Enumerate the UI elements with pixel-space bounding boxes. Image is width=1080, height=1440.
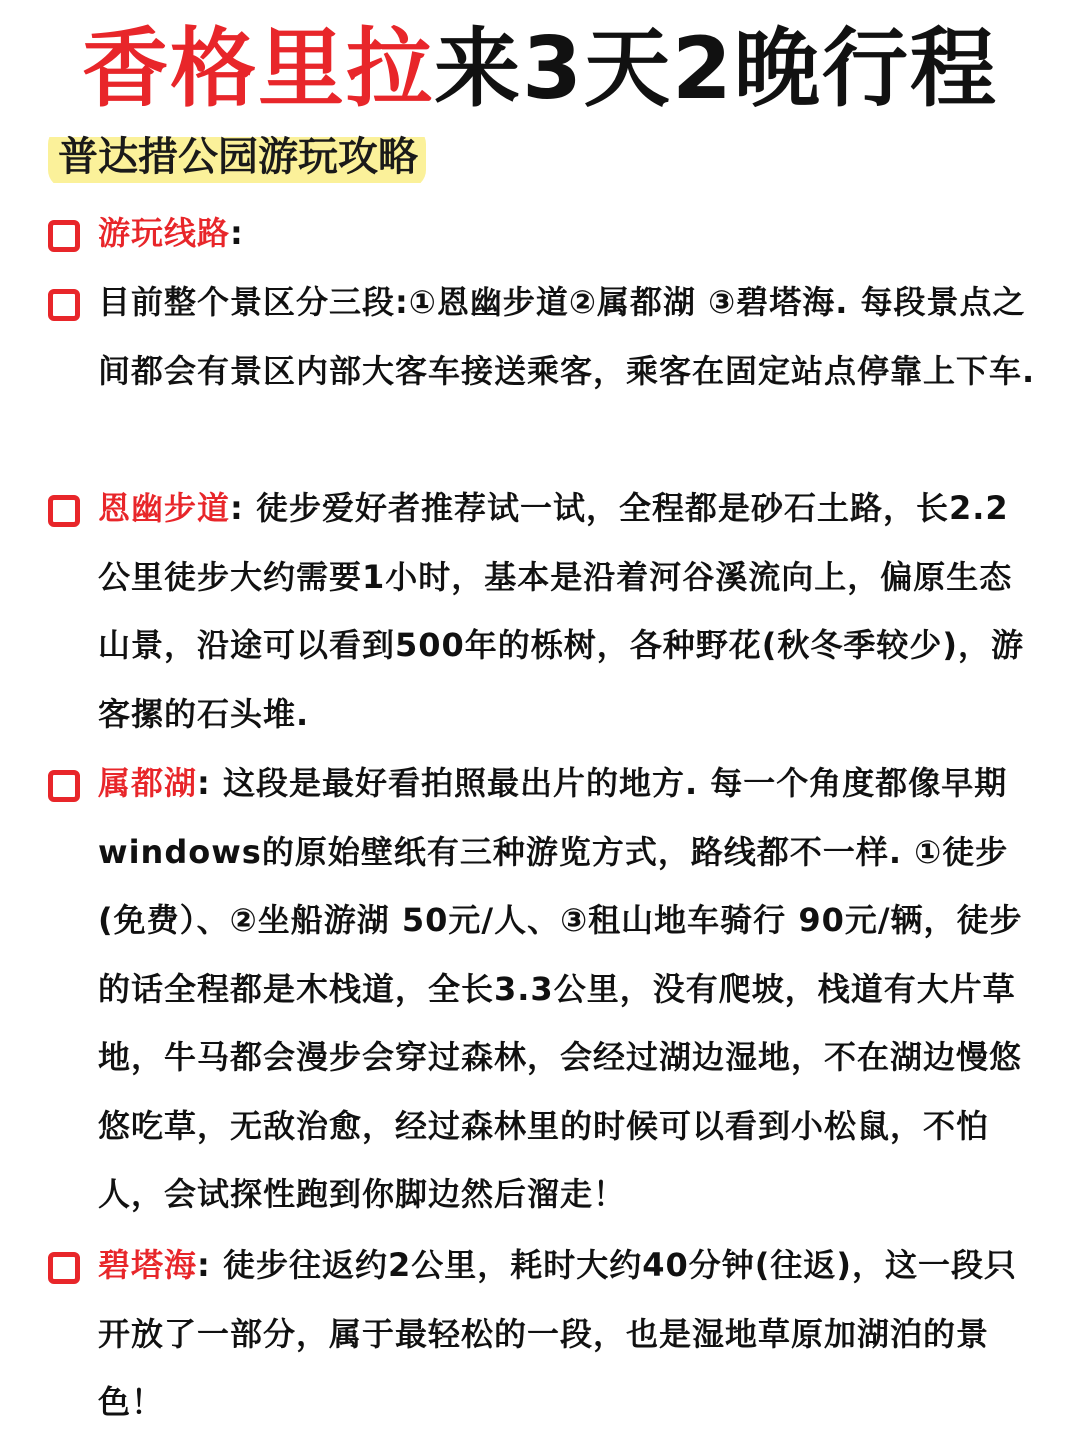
- section-label: 游玩线路: [98, 214, 231, 252]
- section-text: : 徒步往返约2公里，耗时大约40分钟(往返)，这一段只开放了一部分，属于最轻松的一段，也是湿地草原加湖泊的景色！: [98, 1246, 1018, 1421]
- title-rest: 来3天2晚行程: [434, 19, 998, 119]
- section-label: 恩幽步道: [98, 489, 231, 527]
- checkbox-icon: [48, 289, 80, 321]
- section-enyou-trail: [48, 474, 1038, 748]
- section-text: : 这段是最好看拍照最出片的地方. 每一个角度都像早期windows的原始壁纸有三种游览方式，路线都不一样. ①徒步(免费）、②坐船游湖 50元/人、③租山地车骑行 90元/辆，徒步的话全程都是木栈道，全长3.3公里，没有爬坡，栈道有大片草地，牛马都会漫步会穿过森林，会经过湖边湿地，不在湖边慢悠悠吃草，无敌治愈，经过森林里的时候可以看到小松鼠，不怕人，会试探性跑到你脚边然后溜走！: [98, 764, 1023, 1213]
- checkbox-icon: [48, 495, 80, 527]
- section-route: [48, 199, 1038, 268]
- checkbox-icon: [48, 220, 80, 252]
- page-title: [0, 14, 1080, 124]
- checkbox-icon: [48, 770, 80, 802]
- checkbox-icon: [48, 1252, 80, 1284]
- subtitle-highlight: 普达措公园游玩攻略: [48, 126, 426, 188]
- title-highlight: 香格里拉: [82, 19, 435, 119]
- section-shudu-lake: [48, 749, 1038, 1229]
- section-text: 目前整个景区分三段:①恩幽步道②属都湖 ③碧塔海. 每段景点之间都会有景区内部大客车接送乘客，乘客在固定站点停靠上下车.: [98, 283, 1036, 390]
- section-text: :: [230, 214, 244, 252]
- section-label: 碧塔海: [98, 1246, 198, 1284]
- section-label: 属都湖: [98, 764, 198, 802]
- section-bita-lake: [48, 1231, 1038, 1437]
- section-overview: [48, 268, 1038, 405]
- section-text: : 徒步爱好者推荐试一试，全程都是砂石土路，长2.2公里徒步大约需要1小时，基本是沿着河谷溪流向上，偏原生态山景，沿途可以看到500年的栎树，各种野花(秋冬季较少)，游客摞的石头堆.: [98, 489, 1025, 733]
